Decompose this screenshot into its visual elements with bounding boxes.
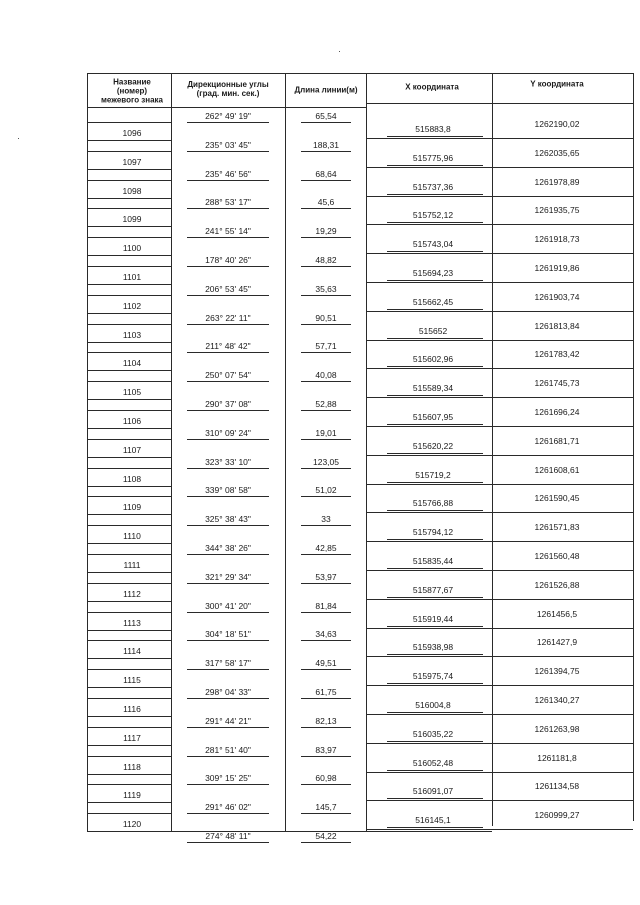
x-coordinate-cell: 515589,34 bbox=[412, 382, 454, 393]
angle-underline bbox=[187, 756, 269, 757]
coord-row-line bbox=[366, 628, 633, 629]
y-coordinate-cell: 1261456,5 bbox=[536, 608, 578, 619]
name-row-line bbox=[87, 601, 171, 602]
angle-cell: 250° 07' 54" bbox=[205, 369, 251, 380]
name-row-line bbox=[87, 745, 171, 746]
x-coordinate-cell: 515766,88 bbox=[412, 498, 454, 509]
x-coordinate-cell: 515883,8 bbox=[415, 123, 451, 134]
name-row-line bbox=[87, 774, 171, 775]
point-name-cell: 1101 bbox=[122, 271, 142, 282]
x-coordinate-cell: 515719,2 bbox=[415, 469, 451, 480]
name-row-line bbox=[87, 698, 171, 699]
x-coordinate-cell: 515975,74 bbox=[412, 670, 454, 681]
y-coordinate-cell: 1261526,88 bbox=[534, 579, 580, 590]
coord-row-line bbox=[366, 196, 633, 197]
name-row-line bbox=[87, 324, 171, 325]
coord-row-line bbox=[366, 455, 633, 456]
name-row-line bbox=[87, 514, 171, 515]
x-coordinate-cell: 515794,12 bbox=[412, 526, 454, 537]
x-underline bbox=[387, 453, 483, 454]
header-name bbox=[101, 78, 163, 105]
length-cell: 52,88 bbox=[315, 398, 337, 409]
length-cell: 60,98 bbox=[315, 773, 337, 784]
point-name-cell: 1098 bbox=[122, 185, 142, 196]
y-coordinate-cell: 1261590,45 bbox=[534, 493, 580, 504]
coord-row-line bbox=[366, 397, 633, 398]
length-cell: 90,51 bbox=[315, 312, 337, 323]
length-underline bbox=[301, 813, 351, 814]
length-cell: 19,29 bbox=[315, 225, 337, 236]
x-coordinate-cell: 516052,48 bbox=[412, 757, 454, 768]
angle-cell: 241° 55' 14" bbox=[205, 225, 251, 236]
y-coordinate-cell: 1261935,75 bbox=[534, 205, 580, 216]
x-coordinate-cell: 515607,95 bbox=[412, 411, 454, 422]
angle-cell: 291° 44' 21" bbox=[205, 715, 251, 726]
point-name-cell: 1114 bbox=[123, 646, 141, 657]
length-cell: 145,7 bbox=[315, 801, 337, 812]
name-row-line bbox=[87, 140, 171, 141]
coord-row-line bbox=[366, 685, 633, 686]
angle-underline bbox=[187, 180, 269, 181]
angle-underline bbox=[187, 410, 269, 411]
name-row-line bbox=[87, 122, 171, 123]
y-coordinate-cell: 1261181,8 bbox=[537, 752, 577, 763]
point-name-cell: 1107 bbox=[122, 444, 142, 455]
x-coordinate-cell: 515919,44 bbox=[412, 613, 454, 624]
angle-underline bbox=[187, 151, 269, 152]
length-cell: 188,31 bbox=[313, 139, 339, 150]
length-cell: 40,08 bbox=[315, 369, 337, 380]
header-x: X координата bbox=[405, 82, 459, 92]
scan-speck bbox=[18, 138, 19, 139]
point-name-cell: 1102 bbox=[122, 300, 142, 311]
point-name-cell: 1111 bbox=[123, 559, 141, 570]
name-row-line bbox=[87, 496, 171, 497]
x-coordinate-cell: 515662,45 bbox=[412, 296, 454, 307]
x-underline bbox=[387, 741, 483, 742]
point-name-cell: 1096 bbox=[122, 127, 142, 138]
length-underline bbox=[301, 237, 351, 238]
y-coordinate-cell: 1261681,71 bbox=[534, 435, 580, 446]
angle-underline bbox=[187, 525, 269, 526]
y-coordinate-cell: 1262035,65 bbox=[534, 147, 580, 158]
x-underline bbox=[387, 194, 483, 195]
point-name-cell: 1109 bbox=[122, 502, 142, 513]
name-row-line bbox=[87, 295, 171, 296]
x-underline bbox=[387, 510, 483, 511]
name-row-line bbox=[87, 543, 171, 544]
x-coordinate-cell: 515835,44 bbox=[412, 555, 454, 566]
angle-cell: 262° 49' 19" bbox=[205, 110, 251, 121]
point-name-cell: 1099 bbox=[122, 214, 142, 225]
name-row-line bbox=[87, 658, 171, 659]
length-cell: 19,01 bbox=[315, 427, 337, 438]
angle-underline bbox=[187, 381, 269, 382]
x-underline bbox=[387, 309, 483, 310]
length-underline bbox=[301, 324, 351, 325]
y-coordinate-cell: 1261696,24 bbox=[534, 406, 580, 417]
table-vline bbox=[633, 73, 634, 821]
length-underline bbox=[301, 439, 351, 440]
angle-underline bbox=[187, 727, 269, 728]
x-underline bbox=[387, 539, 483, 540]
name-row-line bbox=[87, 756, 171, 757]
angle-cell: 291° 46' 02" bbox=[205, 801, 251, 812]
x-coordinate-cell: 516004,8 bbox=[415, 699, 451, 710]
length-underline bbox=[301, 756, 351, 757]
angle-underline bbox=[187, 122, 269, 123]
x-underline bbox=[387, 366, 483, 367]
coord-row-line bbox=[366, 714, 633, 715]
angle-cell: 321° 29' 34" bbox=[205, 571, 251, 582]
angle-underline bbox=[187, 842, 269, 843]
coord-row-line bbox=[366, 282, 633, 283]
name-row-line bbox=[87, 208, 171, 209]
length-cell: 35,63 bbox=[315, 283, 337, 294]
point-name-cell: 1106 bbox=[122, 415, 142, 426]
x-coordinate-cell: 515743,04 bbox=[412, 238, 454, 249]
angle-cell: 211° 48' 42" bbox=[205, 341, 251, 352]
table-top-border bbox=[87, 73, 633, 74]
x-underline bbox=[387, 136, 483, 137]
angle-cell: 310° 09' 24" bbox=[205, 427, 251, 438]
angle-underline bbox=[187, 266, 269, 267]
x-underline bbox=[387, 568, 483, 569]
coord-row-line bbox=[366, 224, 633, 225]
length-cell: 68,64 bbox=[315, 168, 337, 179]
y-coordinate-cell: 1261427,9 bbox=[536, 637, 578, 648]
scan-speck bbox=[339, 51, 340, 52]
x-underline bbox=[387, 712, 483, 713]
angle-cell: 263° 22' 11" bbox=[205, 312, 251, 323]
name-row-line bbox=[87, 439, 171, 440]
coord-row-line bbox=[366, 426, 633, 427]
name-row-line bbox=[87, 554, 171, 555]
y-coordinate-cell: 1262190,02 bbox=[534, 118, 580, 129]
y-coordinate-cell: 1261571,83 bbox=[534, 521, 580, 532]
name-row-line bbox=[87, 284, 171, 285]
name-row-line bbox=[87, 612, 171, 613]
length-underline bbox=[301, 554, 351, 555]
length-cell: 81,84 bbox=[315, 600, 337, 611]
angle-cell: 317° 58' 17" bbox=[205, 657, 251, 668]
angle-underline bbox=[187, 496, 269, 497]
point-name-cell: 1116 bbox=[123, 703, 141, 714]
x-coordinate-cell: 515877,67 bbox=[412, 584, 454, 595]
point-name-cell: 1097 bbox=[122, 156, 142, 167]
length-underline bbox=[301, 669, 351, 670]
table-vline bbox=[366, 73, 367, 832]
angle-underline bbox=[187, 208, 269, 209]
y-coordinate-cell: 1260999,27 bbox=[534, 809, 580, 820]
table-vline bbox=[171, 73, 172, 832]
length-cell: 34,63 bbox=[315, 629, 337, 640]
point-name-cell: 1100 bbox=[122, 242, 142, 253]
length-cell: 54,22 bbox=[315, 830, 337, 841]
point-name-cell: 1110 bbox=[123, 530, 141, 541]
angle-underline bbox=[187, 237, 269, 238]
x-coordinate-cell: 515752,12 bbox=[412, 210, 454, 221]
length-cell: 49,51 bbox=[315, 657, 337, 668]
y-coordinate-cell: 1261918,73 bbox=[534, 233, 580, 244]
header-angle bbox=[187, 80, 268, 98]
length-cell: 82,13 bbox=[315, 715, 337, 726]
coord-row-line bbox=[366, 167, 633, 168]
y-coordinate-cell: 1261783,42 bbox=[534, 349, 580, 360]
point-name-cell: 1103 bbox=[122, 329, 142, 340]
angle-underline bbox=[187, 612, 269, 613]
name-row-line bbox=[87, 313, 171, 314]
coord-row-line bbox=[366, 772, 633, 773]
y-coordinate-cell: 1261978,89 bbox=[534, 176, 580, 187]
angle-underline bbox=[187, 468, 269, 469]
x-underline bbox=[387, 165, 483, 166]
y-coordinate-cell: 1261340,27 bbox=[534, 694, 580, 705]
length-cell: 42,85 bbox=[315, 542, 337, 553]
angle-underline bbox=[187, 583, 269, 584]
name-row-line bbox=[87, 687, 171, 688]
name-row-line bbox=[87, 583, 171, 584]
table-vline bbox=[285, 73, 286, 832]
coord-row-line bbox=[366, 541, 633, 542]
point-name-cell: 1119 bbox=[123, 790, 141, 801]
point-name-cell: 1117 bbox=[123, 732, 141, 743]
name-row-line bbox=[87, 237, 171, 238]
point-name-cell: 1112 bbox=[123, 588, 141, 599]
x-underline bbox=[387, 597, 483, 598]
name-row-line bbox=[87, 486, 171, 487]
coord-row-line bbox=[366, 340, 633, 341]
length-cell: 48,82 bbox=[315, 254, 337, 265]
name-row-line bbox=[87, 198, 171, 199]
angle-underline bbox=[187, 352, 269, 353]
coord-row-line bbox=[366, 800, 633, 801]
x-coordinate-cell: 515602,96 bbox=[412, 354, 454, 365]
angle-cell: 339° 08' 58" bbox=[205, 485, 251, 496]
angle-cell: 178° 40' 26" bbox=[205, 254, 251, 265]
name-row-line bbox=[87, 716, 171, 717]
length-underline bbox=[301, 468, 351, 469]
length-cell: 57,71 bbox=[315, 341, 337, 352]
length-underline bbox=[301, 410, 351, 411]
name-row-line bbox=[87, 370, 171, 371]
header-name-line1: Название bbox=[113, 77, 151, 87]
coord-row-line bbox=[366, 484, 633, 485]
name-row-line bbox=[87, 342, 171, 343]
angle-cell: 323° 33' 10" bbox=[205, 456, 251, 467]
angle-cell: 344° 38' 26" bbox=[205, 542, 251, 553]
name-row-line bbox=[87, 151, 171, 152]
name-row-line bbox=[87, 226, 171, 227]
point-name-cell: 1118 bbox=[123, 761, 141, 772]
table-bottom-border bbox=[87, 831, 492, 832]
point-name-cell: 1113 bbox=[123, 617, 141, 628]
name-row-line bbox=[87, 802, 171, 803]
name-row-line bbox=[87, 525, 171, 526]
length-cell: 51,02 bbox=[315, 485, 337, 496]
x-underline bbox=[387, 770, 483, 771]
length-underline bbox=[301, 151, 351, 152]
name-row-line bbox=[87, 180, 171, 181]
angle-underline bbox=[187, 640, 269, 641]
angle-cell: 206° 53' 45" bbox=[205, 283, 251, 294]
name-row-line bbox=[87, 410, 171, 411]
angle-cell: 300° 41' 20" bbox=[205, 600, 251, 611]
y-coordinate-cell: 1261263,98 bbox=[534, 723, 580, 734]
length-cell: 123,05 bbox=[313, 456, 339, 467]
length-underline bbox=[301, 496, 351, 497]
y-coordinate-cell: 1261608,61 bbox=[534, 464, 580, 475]
name-row-line bbox=[87, 468, 171, 469]
length-underline bbox=[301, 122, 351, 123]
header-angle-line2: (град. мин. сек.) bbox=[196, 89, 260, 98]
y-coordinate-cell: 1261394,75 bbox=[534, 665, 580, 676]
length-underline bbox=[301, 698, 351, 699]
x-underline bbox=[387, 827, 483, 828]
angle-underline bbox=[187, 813, 269, 814]
coord-row-line bbox=[366, 743, 633, 744]
x-coordinate-cell: 516091,07 bbox=[412, 786, 454, 797]
length-underline bbox=[301, 381, 351, 382]
y-coordinate-cell: 1261134,58 bbox=[534, 781, 580, 792]
length-underline bbox=[301, 583, 351, 584]
coord-row-line bbox=[366, 570, 633, 571]
header-name-line2: (номер) bbox=[116, 86, 148, 96]
header-length: Длина линии(м) bbox=[294, 85, 358, 95]
x-coordinate-cell: 515620,22 bbox=[412, 440, 454, 451]
point-name-cell: 1104 bbox=[122, 358, 142, 369]
coord-row-line bbox=[366, 512, 633, 513]
x-underline bbox=[387, 798, 483, 799]
length-cell: 83,97 bbox=[315, 744, 337, 755]
name-row-line bbox=[87, 813, 171, 814]
name-row-line bbox=[87, 669, 171, 670]
length-cell: 45,6 bbox=[317, 197, 335, 208]
x-coordinate-cell: 515775,96 bbox=[412, 152, 454, 163]
table-vline bbox=[87, 73, 88, 832]
angle-underline bbox=[187, 295, 269, 296]
length-underline bbox=[301, 612, 351, 613]
x-coordinate-cell: 516145,1 bbox=[415, 814, 451, 825]
name-row-line bbox=[87, 572, 171, 573]
name-row-line bbox=[87, 640, 171, 641]
name-row-line bbox=[87, 169, 171, 170]
length-underline bbox=[301, 295, 351, 296]
x-underline bbox=[387, 251, 483, 252]
name-row-line bbox=[87, 255, 171, 256]
x-underline bbox=[387, 424, 483, 425]
x-underline bbox=[387, 626, 483, 627]
x-coordinate-cell: 515652 bbox=[418, 325, 448, 336]
angle-cell: 298° 04' 33" bbox=[205, 686, 251, 697]
name-row-line bbox=[87, 428, 171, 429]
point-name-cell: 1108 bbox=[122, 473, 142, 484]
header-angle-line1: Дирекционные углы bbox=[187, 80, 269, 89]
angle-cell: 325° 38' 43" bbox=[205, 513, 251, 524]
length-underline bbox=[301, 640, 351, 641]
length-cell: 53,97 bbox=[315, 571, 337, 582]
y-coordinate-cell: 1261560,48 bbox=[534, 550, 580, 561]
x-underline bbox=[387, 683, 483, 684]
angle-cell: 235° 03' 45" bbox=[205, 139, 251, 150]
length-underline bbox=[301, 727, 351, 728]
length-underline bbox=[301, 352, 351, 353]
length-cell: 33 bbox=[321, 513, 331, 524]
length-underline bbox=[301, 525, 351, 526]
length-cell: 61,75 bbox=[315, 686, 337, 697]
header-name-line3: межевого знака bbox=[100, 95, 164, 105]
x-coordinate-cell: 515737,36 bbox=[412, 181, 454, 192]
header-bottom-line bbox=[87, 107, 366, 108]
name-row-line bbox=[87, 381, 171, 382]
length-cell: 65,54 bbox=[315, 110, 337, 121]
name-row-line bbox=[87, 727, 171, 728]
x-underline bbox=[387, 482, 483, 483]
x-underline bbox=[387, 654, 483, 655]
y-coordinate-cell: 1261919,86 bbox=[534, 262, 580, 273]
angle-underline bbox=[187, 698, 269, 699]
x-coordinate-cell: 516035,22 bbox=[412, 728, 454, 739]
coord-row-line bbox=[366, 311, 633, 312]
name-row-line bbox=[87, 399, 171, 400]
coord-row-line bbox=[366, 138, 633, 139]
angle-underline bbox=[187, 784, 269, 785]
x-underline bbox=[387, 338, 483, 339]
boundary-coordinates-table bbox=[87, 73, 633, 841]
x-underline bbox=[387, 395, 483, 396]
angle-underline bbox=[187, 439, 269, 440]
length-underline bbox=[301, 266, 351, 267]
coord-row-line bbox=[366, 599, 633, 600]
point-name-cell: 1105 bbox=[122, 386, 142, 397]
name-row-line bbox=[87, 630, 171, 631]
y-coordinate-cell: 1261813,84 bbox=[534, 320, 580, 331]
header-bottom-line bbox=[366, 103, 633, 104]
length-underline bbox=[301, 784, 351, 785]
angle-underline bbox=[187, 554, 269, 555]
coord-row-line bbox=[366, 253, 633, 254]
point-name-cell: 1115 bbox=[123, 674, 141, 685]
name-row-line bbox=[87, 784, 171, 785]
length-underline bbox=[301, 180, 351, 181]
angle-cell: 288° 53' 17" bbox=[205, 197, 251, 208]
length-underline bbox=[301, 208, 351, 209]
name-row-line bbox=[87, 266, 171, 267]
name-row-line bbox=[87, 457, 171, 458]
angle-cell: 309° 15' 25" bbox=[205, 773, 251, 784]
angle-cell: 235° 46' 56" bbox=[205, 168, 251, 179]
angle-cell: 274° 48' 11" bbox=[205, 830, 251, 841]
coord-row-line bbox=[366, 368, 633, 369]
length-underline bbox=[301, 842, 351, 843]
x-underline bbox=[387, 222, 483, 223]
angle-underline bbox=[187, 669, 269, 670]
point-name-cell: 1120 bbox=[122, 818, 142, 829]
y-coordinate-cell: 1261903,74 bbox=[534, 291, 580, 302]
header-y: Y координата bbox=[530, 79, 584, 89]
name-row-line bbox=[87, 352, 171, 353]
coord-row-line bbox=[366, 656, 633, 657]
angle-cell: 290° 37' 08" bbox=[205, 398, 251, 409]
x-coordinate-cell: 515694,23 bbox=[412, 267, 454, 278]
x-underline bbox=[387, 280, 483, 281]
angle-cell: 304° 18' 51" bbox=[205, 629, 251, 640]
x-coordinate-cell: 515938,98 bbox=[412, 642, 454, 653]
angle-underline bbox=[187, 324, 269, 325]
angle-cell: 281° 51' 40" bbox=[205, 744, 251, 755]
y-coordinate-cell: 1261745,73 bbox=[534, 377, 580, 388]
